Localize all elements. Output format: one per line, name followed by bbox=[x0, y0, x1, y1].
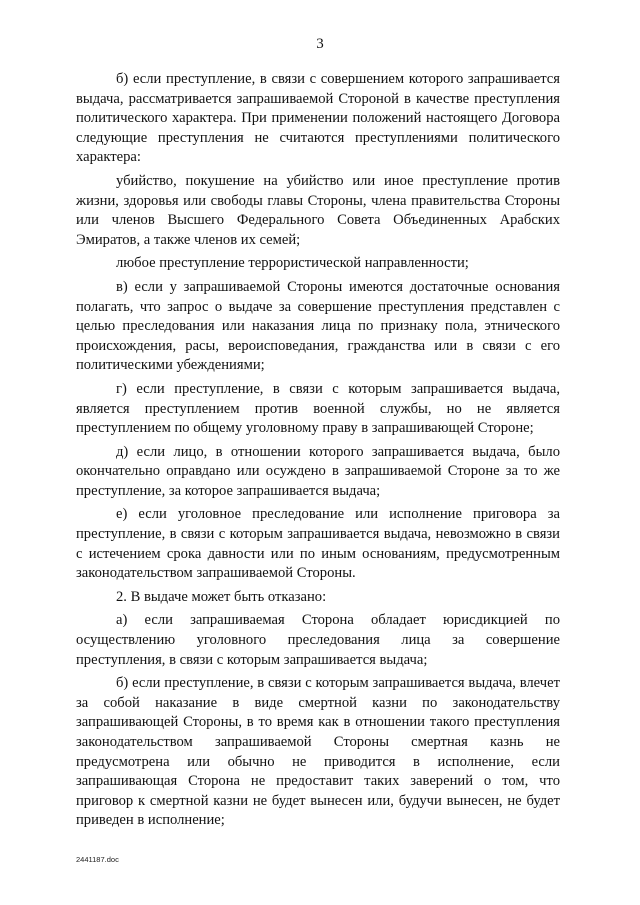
paragraph-murder-head-of-state: убийство, покушение на убийство или иное преступление против жизни, здоровья или свободы главы Стороны, члена правительства Стороны или членов Высшего Федерального Совета Объединенных Арабских Эмиратов, а также членов их семей; bbox=[76, 172, 560, 248]
paragraph-item-b-political: б) если преступление, в связи с совершением которого запрашивается выдача, рассматривается запрашиваемой Стороной в качестве преступления политического характера. При применении положений настоящего Договора следующие преступления не считаются преступлениями политического характера: bbox=[76, 71, 560, 166]
paragraph-item-e-limitation: е) если уголовное преследование или исполнение приговора за преступление, в связи с которым запрашивается выдача, невозможно в связи с истечением срока давности или по иным основаниям, предусмотренным законодательством запрашиваемой Стороны. bbox=[76, 506, 560, 582]
page-number: 3 bbox=[316, 36, 324, 52]
paragraph-refusal-heading: 2. В выдаче может быть отказано: bbox=[116, 588, 327, 605]
paragraph-item-g-military: г) если преступление, в связи с которым запрашивается выдача, является преступлением против военной службы, но не является преступлением по общему уголовному праву в запрашивающей Стороне; bbox=[76, 380, 560, 437]
paragraph-item-v-persecution: в) если у запрашиваемой Стороны имеются достаточные основания полагать, что запрос о выдаче за совершение преступления представлен с целью преследования или наказания лица по признаку пола, этнического происхождения, расы, вероисповедания, гражданства или в связи с его политическими убеждениями; bbox=[76, 278, 560, 374]
paragraph-item-d-acquitted: д) если лицо, в отношении которого запрашивается выдача, было окончательно оправдано или осуждено в запрашиваемой Стороне за то же преступление, за которое запрашивается выдача; bbox=[76, 443, 560, 499]
footer-file-name: 2441187.doc bbox=[76, 855, 119, 864]
paragraph-item-b-death-penalty: б) если преступление, в связи с которым запрашивается выдача, влечет за собой наказание в виде смертной казни по законодательству запрашивающей Стороны, в то время как в отношении такого преступления законодательством запрашиваемой Стороны смертная казнь не предусмотрена или обычно не приводится в исполнение, если запрашивающая Сторона не предоставит таких заверений о том, что приговор к смертной казни не будет вынесен или, будучи вынесен, не будет приведен в исполнение; bbox=[76, 675, 560, 829]
paragraph-terrorist-offence: любое преступление террористической направленности; bbox=[116, 255, 469, 272]
document-body bbox=[76, 70, 560, 835]
paragraph-item-a-jurisdiction: а) если запрашиваемая Сторона обладает юрисдикцией по осуществлению уголовного преследования лица за совершение преступления, в связи с которым запрашивается выдача; bbox=[76, 612, 560, 668]
